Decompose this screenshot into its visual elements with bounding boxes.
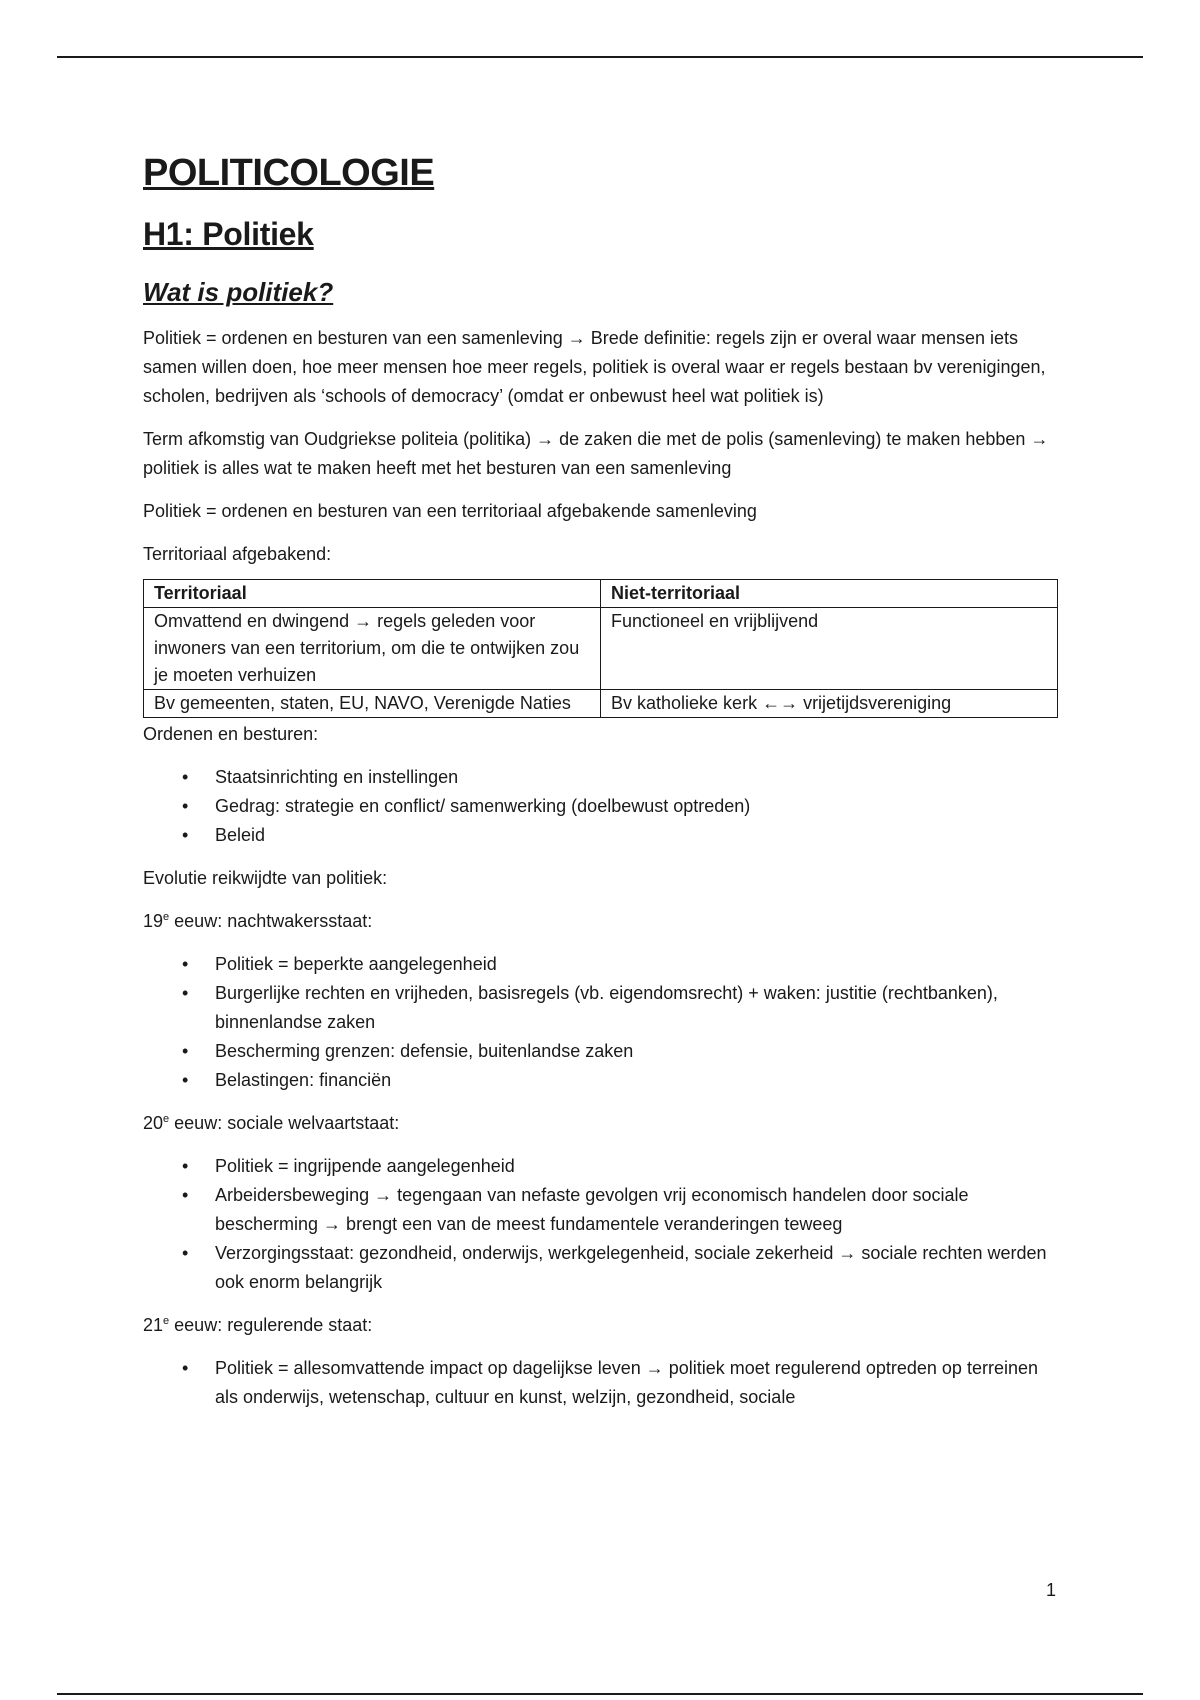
header-rule: [57, 56, 1143, 58]
table-row: [144, 690, 1058, 718]
bullet-icon: •: [182, 796, 189, 816]
century-heading-21: 21e eeuw: regulerende staat:: [143, 1315, 373, 1335]
bullet-icon: •: [182, 1358, 189, 1378]
ordenen-label: Ordenen en besturen:: [143, 724, 319, 744]
page-number: 1: [1046, 1580, 1057, 1600]
bullet-icon: •: [182, 825, 189, 845]
list-item: • Gedrag: strategie en conflict/ samenwerking (doelbewust optreden): [143, 792, 1058, 821]
section-heading: Wat is politiek?: [143, 277, 334, 307]
table-header-cell: Territoriaal: [144, 580, 601, 608]
century-20-list: [143, 1152, 1058, 1297]
table-cell: Bv gemeenten, staten, EU, NAVO, Verenigde Naties: [144, 690, 601, 718]
paragraph-etymology: Term afkomstig van Oudgriekse politeia (politika) → de zaken die met de polis (samenleving) te maken hebben → politiek is alles wat te maken heeft met het besturen van een samenleving: [143, 429, 1049, 478]
document-title: POLITICOLOGIE: [143, 152, 435, 194]
bullet-icon: •: [182, 767, 189, 787]
paragraph-territorial-label: Territoriaal afgebakend:: [143, 544, 332, 564]
table-header-row: [144, 580, 1058, 608]
list-item: • Politiek = ingrijpende aangelegenheid: [143, 1152, 1058, 1181]
bullet-icon: •: [182, 1243, 189, 1263]
table-row: [144, 608, 1058, 690]
list-item: • Arbeidersbeweging → tegengaan van nefaste gevolgen vrij economisch handelen door sociale bescherming → brengt een van de meest fundamentele veranderingen teweeg: [143, 1181, 1058, 1239]
territorial-comparison-table: [143, 579, 1058, 718]
bullet-icon: •: [182, 954, 189, 974]
bullet-icon: •: [182, 1156, 189, 1176]
page-content: [143, 148, 1058, 1426]
list-item: • Politiek = beperkte aangelegenheid: [143, 950, 1058, 979]
list-item: • Beleid: [143, 821, 1058, 850]
paragraph-definition: Politiek = ordenen en besturen van een samenleving → Brede definitie: regels zijn er overal waar mensen iets samen willen doen, hoe meer mensen hoe meer regels, politiek is overal waar er regels bestaan bv verenigingen, scholen, bedrijven als ‘schools of democracy’ (omdat er onbewust heel wat politiek is): [143, 328, 1046, 406]
bullet-icon: •: [182, 1041, 189, 1061]
bullet-icon: •: [182, 1070, 189, 1090]
paragraph-territorial-definition: Politiek = ordenen en besturen van een territoriaal afgebakende samenleving: [143, 501, 757, 521]
century-heading-19: 19e eeuw: nachtwakersstaat:: [143, 911, 373, 931]
list-item: • Belastingen: financiën: [143, 1066, 1058, 1095]
table-header-cell: Niet-territoriaal: [601, 580, 1058, 608]
table-cell: Omvattend en dwingend → regels geleden voor inwoners van een territorium, om die te ontwijken zou je moeten verhuizen: [144, 608, 601, 690]
century-19-list: [143, 950, 1058, 1095]
chapter-heading: H1: Politiek: [143, 216, 314, 252]
bullet-icon: •: [182, 983, 189, 1003]
footer-rule: [57, 1693, 1143, 1695]
list-item: • Politiek = allesomvattende impact op dagelijkse leven → politiek moet regulerend optreden op terreinen als onderwijs, wetenschap, cultuur en kunst, welzijn, gezondheid, sociale: [143, 1354, 1058, 1412]
ordenen-list: [143, 763, 1058, 850]
list-item: • Verzorgingsstaat: gezondheid, onderwijs, werkgelegenheid, sociale zekerheid → sociale rechten werden ook enorm belangrijk: [143, 1239, 1058, 1297]
century-heading-20: 20e eeuw: sociale welvaartstaat:: [143, 1113, 400, 1133]
list-item: • Bescherming grenzen: defensie, buitenlandse zaken: [143, 1037, 1058, 1066]
list-item: • Staatsinrichting en instellingen: [143, 763, 1058, 792]
table-cell: Functioneel en vrijblijvend: [601, 608, 1058, 690]
table-cell: Bv katholieke kerk ←→ vrijetijdsvereniging: [601, 690, 1058, 718]
list-item: • Burgerlijke rechten en vrijheden, basisregels (vb. eigendomsrecht) + waken: justitie (rechtbanken), binnenlandse zaken: [143, 979, 1058, 1037]
bullet-icon: •: [182, 1185, 189, 1205]
century-21-list: [143, 1354, 1058, 1412]
evolutie-label: Evolutie reikwijdte van politiek:: [143, 868, 388, 888]
